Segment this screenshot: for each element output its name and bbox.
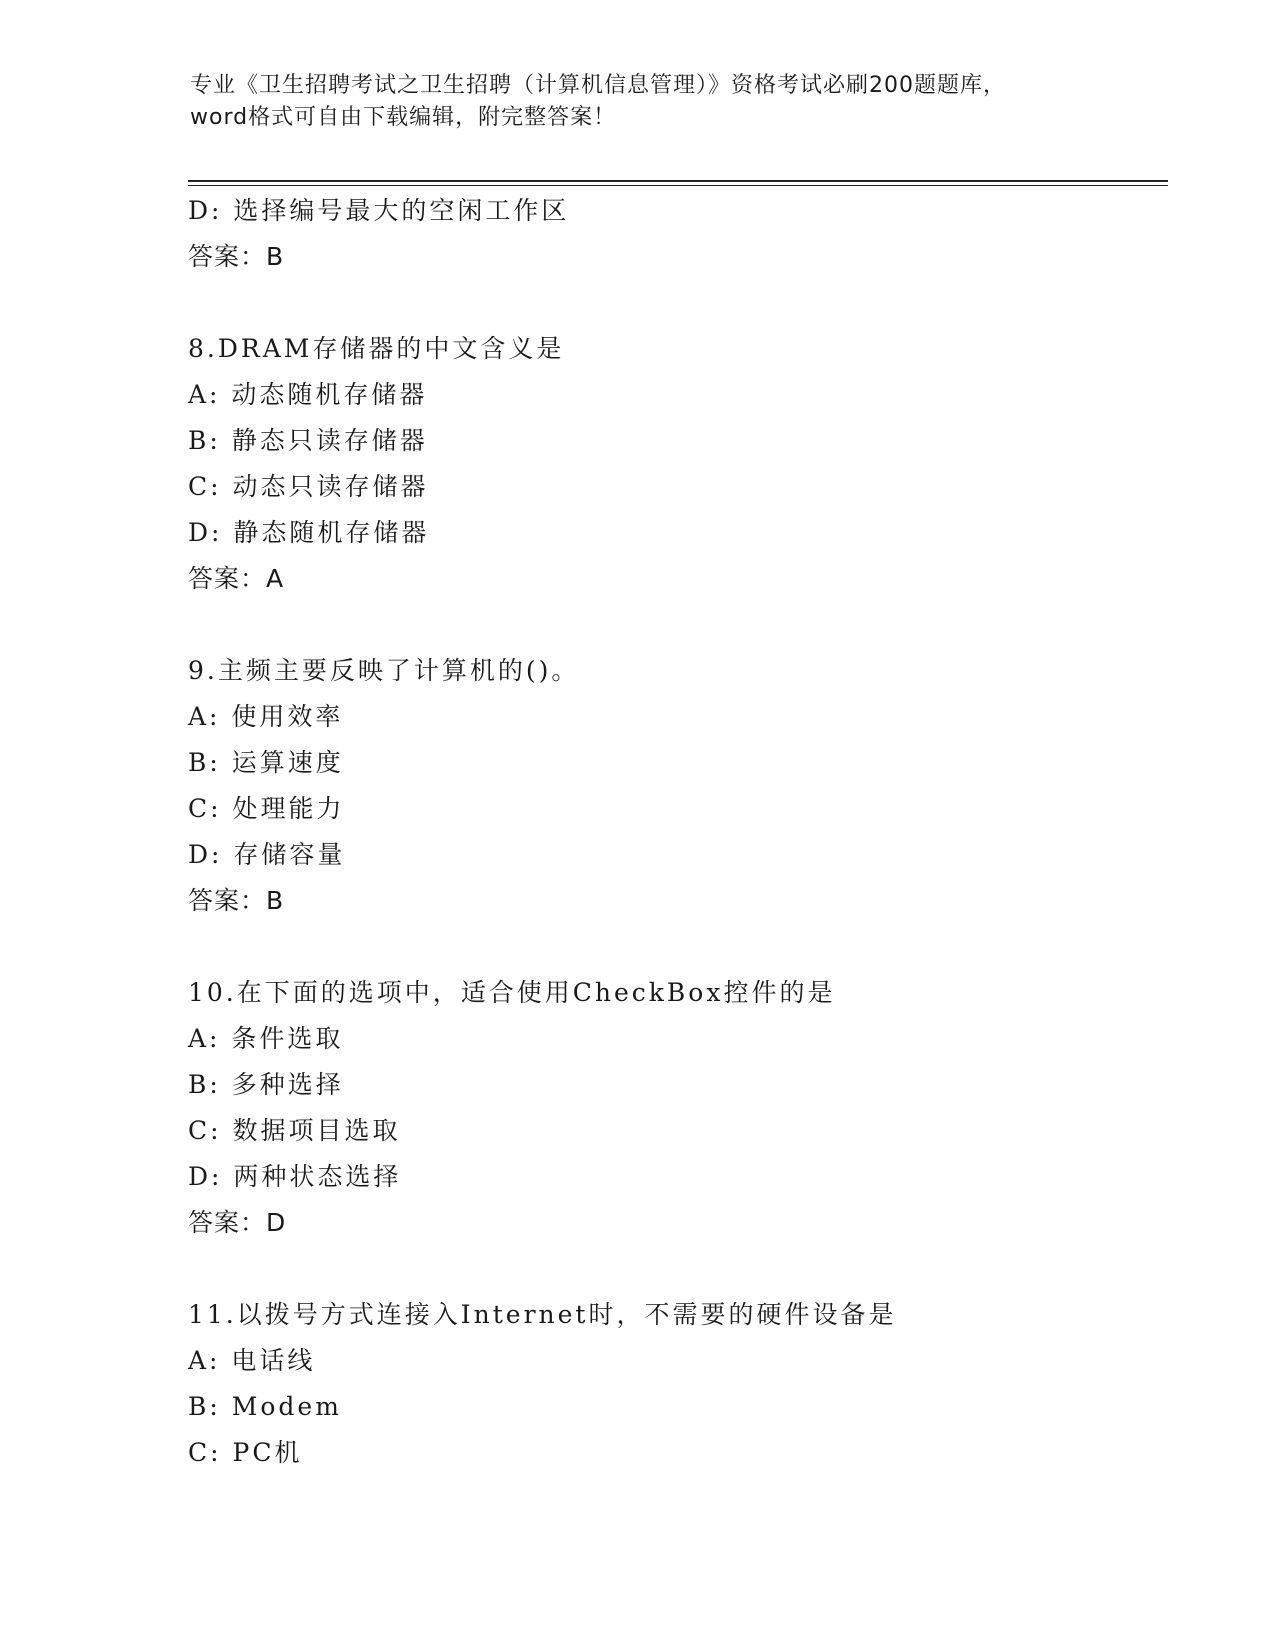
- option-c: C: PC机: [188, 1438, 303, 1467]
- option-a: A: 条件选取: [188, 1024, 344, 1053]
- option-d: D: 存储容量: [188, 840, 346, 869]
- answer-line: 答案：B: [188, 886, 285, 915]
- header-line-2: word格式可自由下载编辑，附完整答案！: [190, 105, 617, 130]
- question-stem: 8.DRAM存储器的中文含义是: [188, 334, 565, 363]
- option-c: C: 动态只读存储器: [188, 472, 429, 501]
- question-stem: 10.在下面的选项中，适合使用CheckBox控件的是: [188, 978, 836, 1007]
- header-line-1: 专业《卫生招聘考试之卫生招聘（计算机信息管理）》资格考试必刷200题题库，: [190, 73, 1006, 98]
- option-b: B: 多种选择: [188, 1070, 344, 1099]
- option-c: C: 数据项目选取: [188, 1116, 401, 1145]
- option-a: A: 使用效率: [188, 702, 344, 731]
- question-stem: 11.以拨号方式连接入Internet时，不需要的硬件设备是: [188, 1300, 897, 1329]
- header-rule-thin: [188, 185, 1168, 186]
- header-rule-thick: [188, 180, 1168, 182]
- answer-line: 答案：B: [188, 242, 285, 271]
- option-b: B: 静态只读存储器: [188, 426, 428, 455]
- option-c: C: 处理能力: [188, 794, 345, 823]
- question-list: [188, 188, 1148, 1476]
- option-a: A: 动态随机存储器: [188, 380, 428, 409]
- option-d: D: 两种状态选择: [188, 1162, 402, 1191]
- option-b: B: 运算速度: [188, 748, 344, 777]
- option-a: A: 电话线: [188, 1346, 316, 1375]
- option-b: B: Modem: [188, 1392, 342, 1421]
- option-d: D: 静态随机存储器: [188, 518, 430, 547]
- answer-line: 答案：D: [188, 1208, 287, 1237]
- answer-line: 答案：A: [188, 564, 285, 593]
- option-d: D: 选择编号最大的空闲工作区: [188, 196, 570, 225]
- question-stem: 9.主频主要反映了计算机的()。: [188, 656, 580, 685]
- document-header: [190, 70, 1090, 134]
